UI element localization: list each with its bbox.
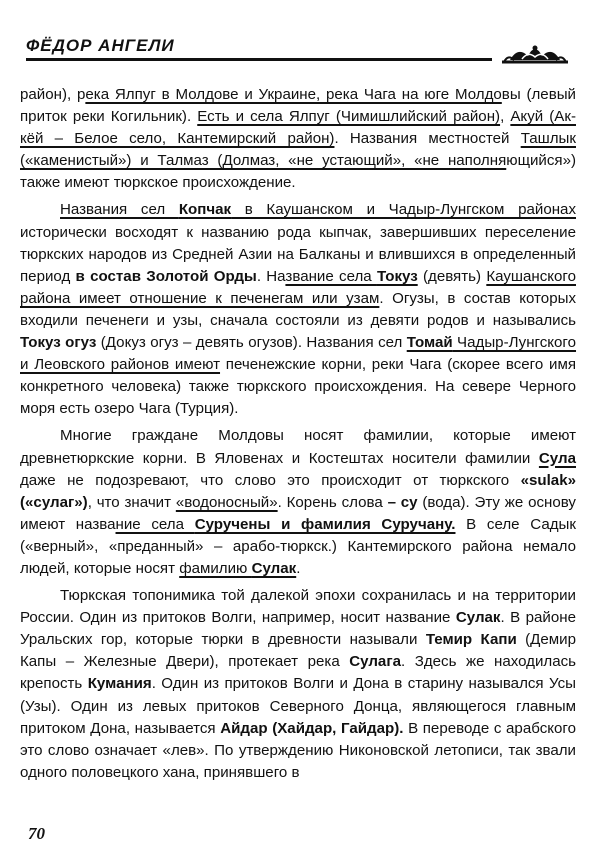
text-run: (Докуз огуз – девять огузов). Названия сел xyxy=(96,334,407,352)
bold-term: Сулак xyxy=(251,559,297,577)
text-run: Тюркская топонимика той далекой эпохи сохранилась и на территории России. Один из притоков Волги, например, носит название xyxy=(20,587,576,627)
bold-term: в состав Золотой Орды xyxy=(75,267,257,285)
body-text xyxy=(20,84,576,789)
text-run: , что значит xyxy=(87,493,176,511)
underlined-text: в Каушанском и Чадыр-Лунгском районах xyxy=(231,201,576,219)
underlined-text: ека Ялпуг в Молдове и Украине, река Чага на юге Молдо xyxy=(85,86,502,103)
text-run: . Здесь же находилась крепость xyxy=(20,653,576,693)
underlined-text: «водоносный» xyxy=(175,493,278,511)
text-run: . В районе Уральских гор, которые тюрки в древности называли xyxy=(20,609,576,649)
underlined-text: Названия сел xyxy=(60,201,179,219)
text-run: исторически восходят к названию рода кыпчак, завершивших переселение тюркских народов из Средней Азии на Балканы и влившихся в определенный период xyxy=(20,223,576,285)
text-run: вы (левый приток реки Когильник). xyxy=(20,86,576,126)
text-run: , xyxy=(500,108,511,126)
bold-term: Сулага xyxy=(349,653,402,671)
underlined-text: Акуй (Ак-кёй – Белое село, Кантемирский район) xyxy=(20,108,576,148)
underlined-text: Чадыр-Лунгского и Леовского районов имеют xyxy=(20,334,577,374)
text-run: Многие граждане Молдовы носят фамилии, которые имеют древнетюркские корни. В Яловенах и Костештах носители фамилии xyxy=(20,427,576,467)
paragraph xyxy=(20,199,576,420)
bold-term: Суручены и фамилия Суручану. xyxy=(194,515,456,533)
bold-term: Токуз xyxy=(376,267,418,285)
ornament-icon xyxy=(500,40,570,66)
bold-term: Сула xyxy=(538,449,576,467)
text-run: район), р xyxy=(20,86,86,103)
paragraph xyxy=(20,585,576,784)
page-number: 70 xyxy=(28,824,45,843)
underlined-text: звание села xyxy=(285,267,377,285)
text-run: (вода). Эту же основу имеют назва xyxy=(20,493,576,533)
bold-term: Токуз огуз xyxy=(20,334,97,352)
text-run: . xyxy=(296,559,301,577)
text-run: печенежские корни, реки Чага (скорее всего имя конкретного человека) также тюркского происхождения. На севере Черного моря есть озеро Чага (Турция). xyxy=(20,356,576,418)
bold-term: Темир Капи xyxy=(425,631,517,649)
text-run: . Огузы, в состав которых входили печенеги и узы, сначала состояли из девяти родов и назывались xyxy=(20,289,576,329)
text-run: . Один из притоков Волги и Дона в старину назывался Усы (Узы). Один из левых притоков Северного Донца, являющегося главным притоком Дона, называется xyxy=(20,675,576,737)
page-header xyxy=(26,30,570,74)
text-run: В селе Садык («верный», «преданный» – арабо-тюркск.) Кантемирского района немало людей, которые носят xyxy=(20,515,576,577)
text-run: . Названия местностей xyxy=(334,130,521,148)
text-run: . На xyxy=(256,267,286,285)
bold-term: Кумания xyxy=(87,675,152,693)
underlined-text: Есть и села Ялпуг (Чимишлийский район) xyxy=(197,108,501,126)
text-run: . Корень слова xyxy=(277,493,388,511)
header-rule xyxy=(26,58,492,61)
text-run: ющийся») также имеют тюркское происхождение. xyxy=(20,152,576,192)
text-run: даже не подозревают, что слово это происходит от тюркского xyxy=(20,471,521,489)
bold-term: Айдар (Хайдар, Гайдар). xyxy=(220,719,404,737)
text-run: (девять) xyxy=(417,267,487,285)
underlined-text: фамилию xyxy=(179,559,252,577)
bold-term: – су xyxy=(387,493,418,511)
bold-term: «sulak» («сулаг») xyxy=(20,471,576,511)
underlined-text: Каушанского района имеет отношение к печенегам или узам xyxy=(20,267,576,307)
paragraph xyxy=(20,425,576,580)
underlined-text: ние села xyxy=(115,515,195,533)
bold-term: Томай xyxy=(406,334,453,352)
underlined-text: Ташлык («каменистый») и Талмаз (Долмаз, «не устающий», «не наполня xyxy=(20,130,576,170)
bold-term: Копчак xyxy=(178,201,232,219)
running-head: ФЁДОР АНГЕЛИ xyxy=(26,36,175,55)
text-run: (Демир Капы – Железные Двери), протекает река xyxy=(20,631,576,671)
text-run: В переводе с арабского это слово означает «лев». По утверждению Никоновской летописи, так звали одного половецкого хана, принявшего в xyxy=(20,719,576,781)
paragraph xyxy=(20,84,576,194)
bold-term: Сулак xyxy=(455,609,501,627)
